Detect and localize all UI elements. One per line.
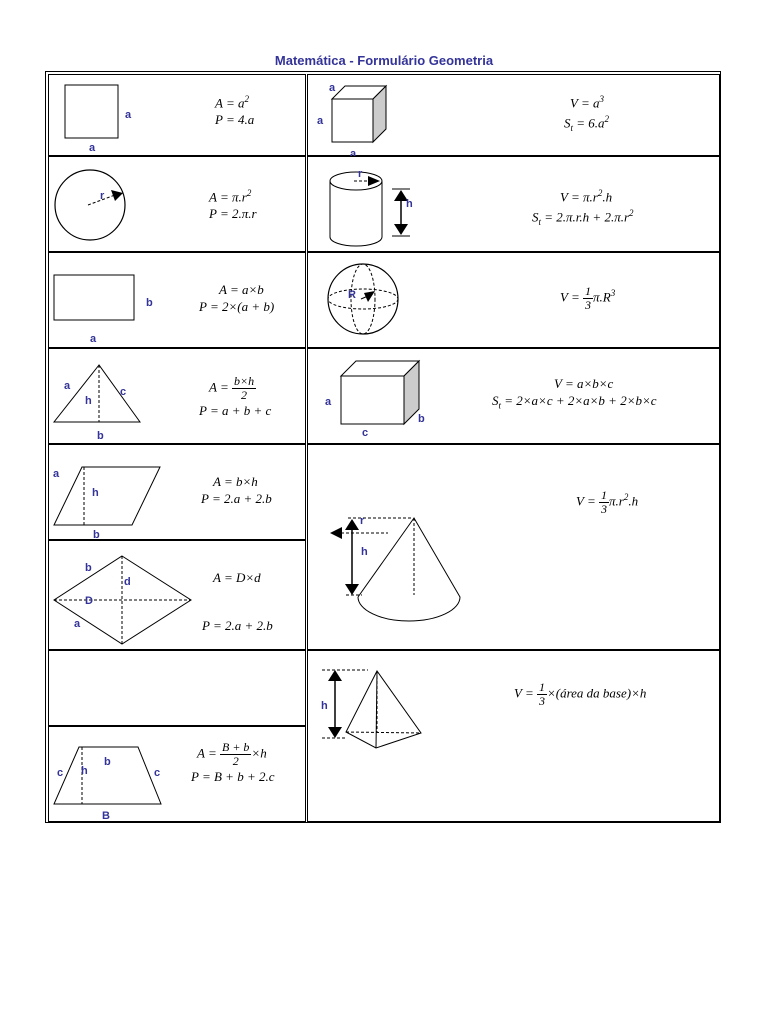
label-D: D — [85, 595, 93, 607]
label-b: b — [85, 562, 92, 574]
page-title: Matemática - Formulário Geometria — [274, 53, 494, 68]
label-h: h — [321, 700, 328, 712]
label-h: h — [406, 198, 413, 210]
label-a: a — [350, 148, 357, 160]
cell-cylinder — [307, 156, 720, 252]
square-perimeter: P = 4.a — [215, 112, 255, 128]
circle-formula: $A = \pi.r^2$ P = 2.π.r — [209, 188, 257, 222]
label-c: c — [362, 427, 369, 439]
square-area: A = a — [215, 95, 245, 111]
triangle-formula: A = $\frac{b\times h}{2}$ P = a + b + c — [199, 374, 272, 418]
label-a: a — [329, 82, 336, 94]
circle-area: A = π.r — [209, 189, 247, 205]
label-a: a — [53, 468, 60, 480]
label-r: r — [360, 515, 365, 527]
label-a: a — [125, 109, 132, 121]
pyramid-volume-fraction: $\frac{1}{3}$ — [538, 680, 545, 708]
cell-rhombus — [48, 540, 306, 650]
formula-table — [45, 71, 721, 823]
label-a: a — [64, 380, 71, 392]
label-r: r — [100, 190, 105, 202]
pyramid-formula: V = $\frac{1}{3}$ ×(área da base)×h — [514, 680, 647, 708]
square-figure — [49, 75, 307, 157]
sphere-formula: V = $\frac{1}{3}$ $\pi.R^3$ — [560, 284, 616, 312]
box-formula: V = a×b×c $S_t = 2\times a\times c + 2\times a\times b + 2\times b\times c$ — [492, 376, 657, 411]
rhombus-area: A = D×d — [213, 570, 261, 585]
cone-volume-fraction: $\frac{1}{3}$ — [600, 488, 607, 516]
rhombus-perimeter: P = 2.a + 2.b — [202, 618, 273, 633]
cell-cone — [307, 444, 720, 650]
cell-pyramid — [307, 650, 720, 822]
cylinder-formula: $V = \pi.r^2.h$ $S_t = 2.\pi.r.h + 2.\pi.r^2$ — [532, 188, 634, 228]
label-b: b — [93, 529, 100, 541]
cube-formula: $V = a^3$ $S_t = 6.a^2$ — [564, 94, 610, 134]
triangle-area-fraction: $\frac{b\times h}{2}$ — [233, 374, 255, 402]
label-a: a — [90, 333, 97, 345]
pyramid-figure — [308, 651, 721, 823]
sphere-figure — [308, 253, 721, 349]
cell-empty — [48, 650, 306, 726]
label-h: h — [81, 765, 88, 777]
label-b: b — [97, 430, 104, 442]
label-a: a — [325, 396, 332, 408]
rectangle-perimeter: P = 2×(a + b) — [199, 299, 275, 314]
rhombus-figure — [49, 541, 307, 651]
sphere-volume-fraction: $\frac{1}{3}$ — [584, 284, 591, 312]
label-h: h — [361, 546, 368, 558]
cone-figure — [308, 445, 721, 651]
label-b: b — [418, 413, 425, 425]
circle-figure — [49, 157, 307, 253]
box-volume: V = a×b×c — [554, 376, 614, 391]
label-B: B — [102, 810, 110, 822]
cube-figure — [308, 75, 721, 160]
label-c: c — [120, 386, 127, 398]
cell-cube — [307, 74, 720, 160]
cone-formula: V = $\frac{1}{3}$ $\pi.r^2.h$ — [576, 488, 639, 516]
cube-volume: V = a — [570, 95, 600, 111]
label-c: c — [154, 767, 161, 779]
parallelogram-formula — [201, 473, 272, 507]
cell-box — [307, 348, 720, 444]
parallelogram-area: A = b×h — [213, 474, 258, 489]
label-r: r — [358, 168, 363, 180]
label-a: a — [317, 115, 324, 127]
cell-parallelogram — [48, 444, 306, 540]
label-b: b — [104, 756, 111, 768]
rectangle-formula — [199, 281, 274, 315]
square-formula: $A = a^2$ P = 4.a — [215, 94, 255, 128]
cell-triangle — [48, 348, 306, 444]
cell-rectangle — [48, 252, 306, 348]
label-c: c — [57, 767, 64, 779]
cylinder-figure — [308, 157, 721, 253]
parallelogram-perimeter: P = 2.a + 2.b — [201, 491, 272, 506]
label-a: a — [74, 618, 81, 630]
label-h: h — [85, 395, 92, 407]
circle-perimeter: P = 2.π.r — [209, 206, 257, 222]
cell-trapezoid — [48, 726, 306, 822]
cell-square — [48, 74, 306, 156]
trapezoid-area-fraction: $\frac{B + b}{2}$ — [221, 740, 250, 768]
label-b: b — [146, 297, 153, 309]
triangle-perimeter: P = a + b + c — [199, 403, 272, 418]
trapezoid-perimeter: P = B + b + 2.c — [191, 769, 275, 784]
label-d: d — [124, 576, 131, 588]
trapezoid-formula: A = $\frac{B + b}{2}$ ×h P = B + b + 2.c — [191, 740, 275, 784]
cell-sphere — [307, 252, 720, 348]
label-h: h — [92, 487, 99, 499]
label-R: R — [348, 289, 356, 301]
label-a: a — [89, 142, 96, 154]
cell-circle — [48, 156, 306, 252]
rectangle-area: A = a×b — [219, 282, 264, 297]
